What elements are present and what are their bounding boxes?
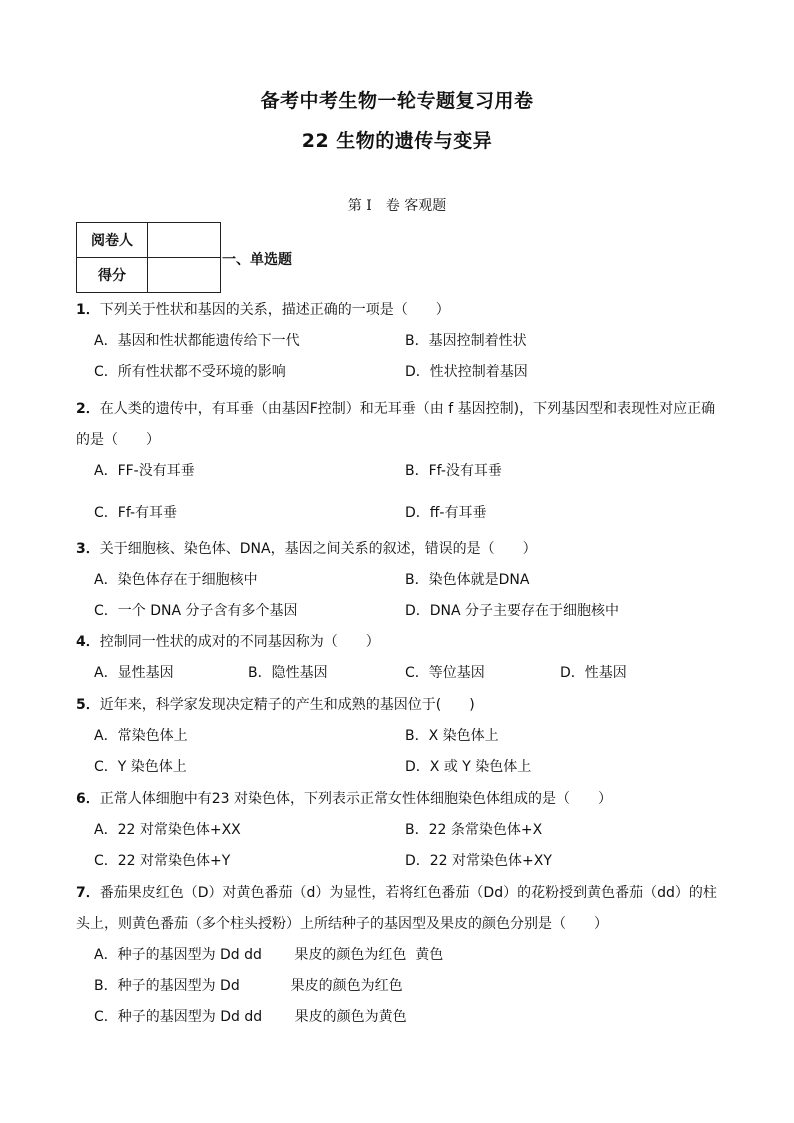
question-number: 7． bbox=[76, 885, 100, 901]
question-number: 2． bbox=[76, 401, 100, 417]
question-7 bbox=[76, 878, 726, 940]
option-c[interactable]: C．等位基因 bbox=[405, 665, 485, 681]
option-c[interactable]: C．Y 染色体上 bbox=[94, 759, 187, 775]
option-d[interactable]: D．22 对常染色体+XY bbox=[405, 853, 552, 869]
question-stem: 正常人体细胞中有23 对染色体，下列表示正常女性体细胞染色体组成的是（ ） bbox=[99, 791, 613, 807]
question-number: 1． bbox=[76, 302, 100, 318]
option-d[interactable]: D．X 或 Y 染色体上 bbox=[405, 759, 532, 775]
option-a[interactable]: A．染色体存在于细胞核中 bbox=[94, 572, 258, 588]
option-b[interactable]: B．Ff-没有耳垂 bbox=[405, 463, 502, 479]
option-d[interactable]: D．性基因 bbox=[560, 665, 627, 681]
question-6 bbox=[76, 789, 726, 809]
option-a[interactable]: A．基因和性状都能遗传给下一代 bbox=[94, 333, 300, 349]
option-a[interactable]: A．种子的基因型为 Dd dd 果皮的颜色为红色 黄色 bbox=[94, 947, 444, 963]
score-cell[interactable] bbox=[148, 258, 221, 293]
question-stem: 近年来，科学家发现决定精子的产生和成熟的基因位于( ) bbox=[99, 697, 475, 713]
option-d[interactable]: D．DNA 分子主要存在于细胞核中 bbox=[405, 603, 620, 619]
option-d[interactable]: D．ff-有耳垂 bbox=[405, 505, 487, 521]
grader-table bbox=[76, 222, 221, 293]
option-b[interactable]: B．种子的基因型为 Dd 果皮的颜色为红色 bbox=[94, 978, 403, 994]
option-b[interactable]: B．22 条常染色体+X bbox=[405, 822, 543, 838]
question-stem: 在人类的遗传中，有耳垂（由基因F控制）和无耳垂（由 f 基因控制)，下列基因型和表现性对应正确的是（ ） bbox=[76, 401, 716, 448]
question-1 bbox=[76, 300, 726, 320]
option-c[interactable]: C．22 对常染色体+Y bbox=[94, 853, 231, 869]
question-stem: 下列关于性状和基因的关系，描述正确的一项是（ ） bbox=[99, 302, 450, 318]
option-c[interactable]: C．Ff-有耳垂 bbox=[94, 505, 178, 521]
option-a[interactable]: A．22 对常染色体+XX bbox=[94, 822, 241, 838]
question-number: 6． bbox=[76, 791, 100, 807]
question-number: 4． bbox=[76, 634, 100, 650]
option-a[interactable]: A．显性基因 bbox=[94, 665, 174, 681]
question-stem: 关于细胞核、染色体、DNA，基因之间关系的叙述，错误的是（ ） bbox=[99, 541, 537, 557]
question-3 bbox=[76, 539, 726, 559]
question-5 bbox=[76, 695, 726, 715]
option-b[interactable]: B．X 染色体上 bbox=[405, 728, 499, 744]
reviewer-label: 阅卷人 bbox=[77, 223, 148, 258]
option-c[interactable]: C．一个 DNA 分子含有多个基因 bbox=[94, 603, 298, 619]
question-number: 5． bbox=[76, 697, 100, 713]
question-2 bbox=[76, 394, 726, 456]
volume-heading: 第 I 卷 客观题 bbox=[347, 198, 447, 214]
option-c[interactable]: C．所有性状都不受环境的影响 bbox=[94, 364, 286, 380]
option-c[interactable]: C．种子的基因型为 Dd dd 果皮的颜色为黄色 bbox=[94, 1009, 407, 1025]
question-stem: 控制同一性状的成对的不同基因称为（ ） bbox=[99, 634, 380, 650]
option-a[interactable]: A．常染色体上 bbox=[94, 728, 188, 744]
reviewer-cell[interactable] bbox=[148, 223, 221, 258]
option-a[interactable]: A．FF-没有耳垂 bbox=[94, 463, 195, 479]
score-label: 得分 bbox=[77, 258, 148, 293]
exam-subtitle: 22 生物的遗传与变异 bbox=[301, 130, 493, 152]
option-b[interactable]: B．隐性基因 bbox=[248, 665, 328, 681]
question-number: 3． bbox=[76, 541, 100, 557]
option-b[interactable]: B．基因控制着性状 bbox=[405, 333, 527, 349]
option-b[interactable]: B．染色体就是DNA bbox=[405, 572, 530, 588]
section-title: 一、单选题 bbox=[222, 252, 292, 268]
question-stem: 番茄果皮红色（D）对黄色番茄（d）为显性，若将红色番茄（Dd）的花粉授到黄色番茄（dd）的柱头上，则黄色番茄（多个柱头授粉）上所结种子的基因型及果皮的颜色分别是（ ） bbox=[76, 885, 717, 932]
question-4 bbox=[76, 632, 726, 652]
exam-title: 备考中考生物一轮专题复习用卷 bbox=[260, 90, 534, 112]
option-d[interactable]: D．性状控制着基因 bbox=[405, 364, 528, 380]
